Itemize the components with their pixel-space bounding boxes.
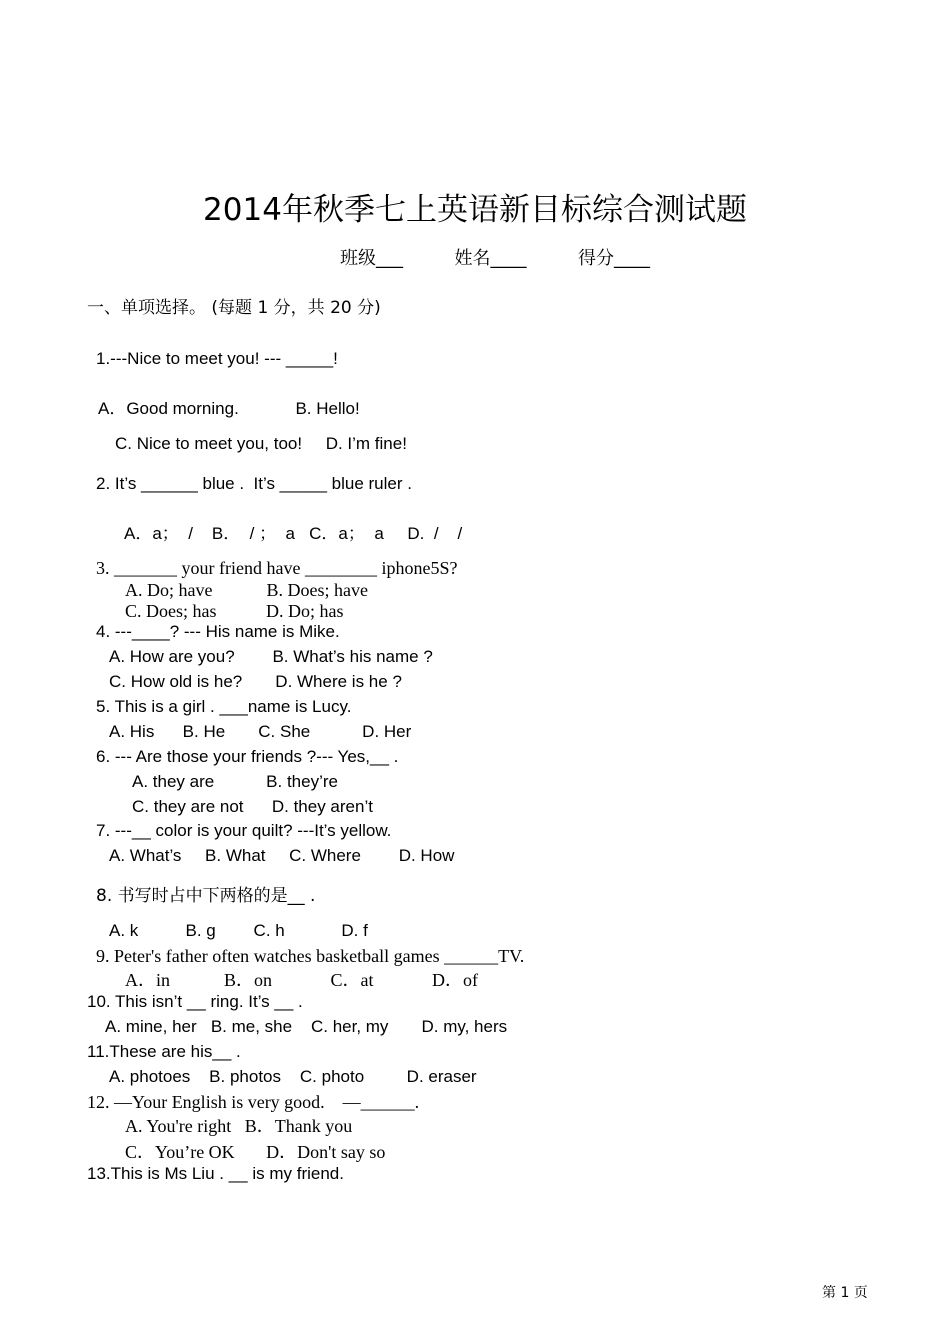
question-1-options-a: A．Good morning. B. Hello! <box>98 399 360 418</box>
question-4-options-b: C. How old is he? D. Where is he ? <box>109 672 402 691</box>
question-12-options-b: C．You’re OK D．Don't say so <box>125 1142 386 1162</box>
class-field: 班级___ <box>340 248 404 269</box>
question-5: 5. This is a girl . ___name is Lucy. <box>96 697 352 716</box>
section-heading: 一、单项选择。 (每题 1 分，共 20 分) <box>87 298 381 318</box>
name-field: 姓名____ <box>454 248 527 269</box>
question-2: 2. It’s ______ blue . It’s _____ blue ruler . <box>96 474 412 493</box>
question-3: 3. _______ your friend have ________ iphone5S? <box>96 558 458 578</box>
question-12: 12. —Your English is very good. —______. <box>87 1092 420 1112</box>
page-title: 2014年秋季七上英语新目标综合测试题 <box>203 192 747 228</box>
question-8: 8. 书写时占中下两格的是__ . <box>96 886 316 906</box>
question-1-options-b: C. Nice to meet you, too! D. I’m fine! <box>115 434 407 453</box>
question-6-options-b: C. they are not D. they aren’t <box>132 797 373 816</box>
question-7: 7. ---__ color is your quilt? ---It’s yellow. <box>96 821 392 840</box>
page-number: 第 1 页 <box>822 1285 868 1301</box>
question-2-options: A．a； / B． / ； a C．a； a D. / / <box>124 524 463 543</box>
question-3-options-b: C. Does; has D. Do; has <box>125 601 344 621</box>
score-field: 得分____ <box>577 248 650 269</box>
question-11-options: A. photoes B. photos C. photo D. eraser <box>109 1067 477 1086</box>
question-4-options-a: A. How are you? B. What’s his name ? <box>109 647 433 666</box>
question-10: 10. This isn’t __ ring. It’s __ . <box>87 992 303 1011</box>
question-13: 13.This is Ms Liu . __ is my friend. <box>87 1164 344 1183</box>
question-7-options: A. What’s B. What C. Where D. How <box>109 846 455 865</box>
question-1: 1.---Nice to meet you! --- _____! <box>96 349 338 368</box>
question-8-options: A. k B. g C. h D. f <box>109 921 368 940</box>
question-10-options: A. mine, her B. me, she C. her, my D. my, hers <box>105 1017 508 1036</box>
question-9-options: A．in B．on C．at D．of <box>125 970 478 990</box>
question-3-options-a: A. Do; have B. Does; have <box>125 580 368 600</box>
question-4: 4. ---____? --- His name is Mike. <box>96 622 340 641</box>
question-5-options: A. His B. He C. She D. Her <box>109 722 412 741</box>
info-fields <box>0 246 950 272</box>
question-9: 9. Peter's father often watches basketball games ______TV. <box>96 946 525 966</box>
question-6: 6. --- Are those your friends ?--- Yes,__ . <box>96 747 399 766</box>
question-6-options-a: A. they are B. they’re <box>132 772 338 791</box>
question-12-options-a: A. You're right B．Thank you <box>125 1116 353 1136</box>
question-11: 11.These are his__ . <box>87 1042 241 1061</box>
